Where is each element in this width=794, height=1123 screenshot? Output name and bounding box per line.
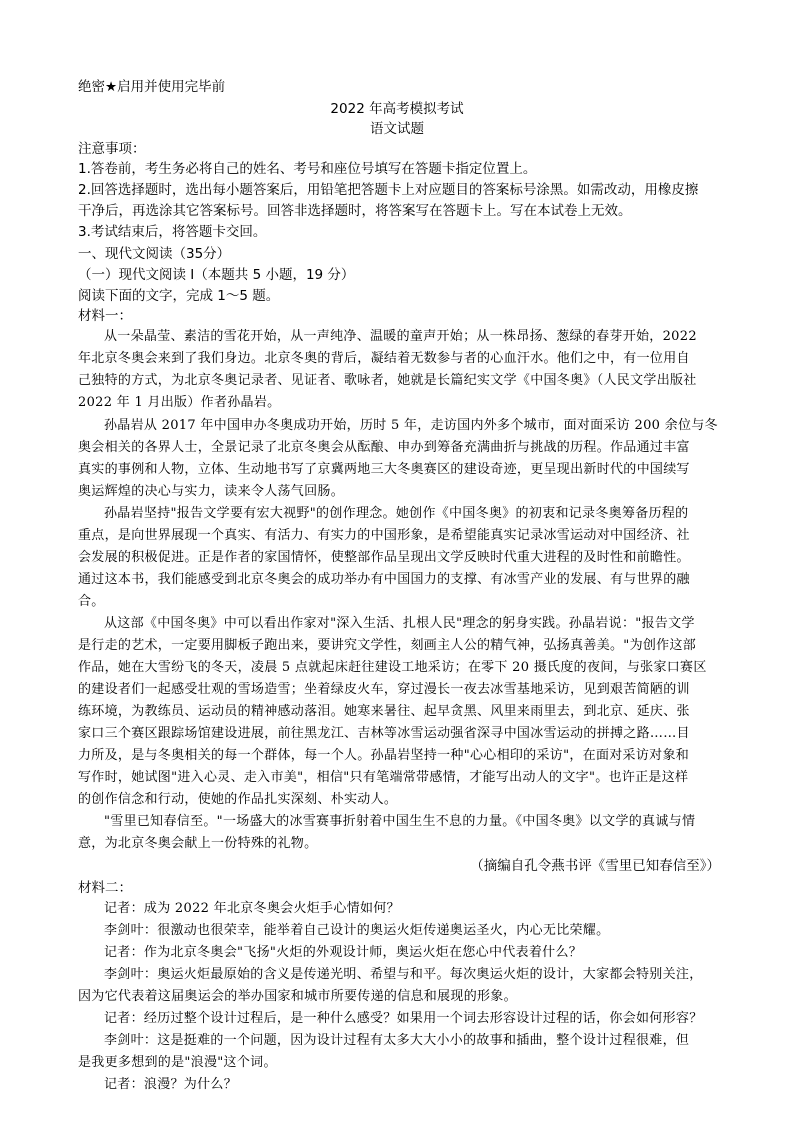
interview-line: 李剑叶：很激动也很荣幸，能举着自己设计的奥运火炬传递奥运圣火，内心无比荣耀。: [104, 923, 610, 938]
material1-line: 奥会相关的各界人士，全景记录了北京冬奥会从酝酿、申办到筹备充满曲折与挑战的历程。作品通过丰富: [78, 440, 690, 455]
section-part-one: 一、现代文阅读（35分）: [78, 246, 231, 262]
notes-item: 干净后，再选涂其它答案标号。回答非选择题时，将答案写在答题卡上。写在本试卷上无效。: [78, 203, 632, 219]
interview-line: 记者：作为北京冬奥会"飞扬"火炬的外观设计师，奥运火炬在您心中代表着什么？: [104, 945, 583, 960]
material1-label: 材料一：: [78, 308, 132, 324]
interview-line: 记者：经历过整个设计过程后，是一种什么感受？如果用一个词去形容设计过程的话，你会如何形容？: [104, 1011, 703, 1026]
material1-line: 2022 年 1 月出版）作者孙晶岩。: [78, 395, 281, 410]
material1-line: 年北京冬奥会来到了我们身边。北京冬奥的背后，凝结着无数参与者的心血汗水。他们之中，有一位用自: [78, 351, 690, 366]
exam-title: 2022 年高考模拟考试: [330, 101, 464, 117]
material1-line: 写作时，她试图"进入心灵、走入市美"，相信"只有笔端常带感情，才能写出动人的文字"。也许正是这样: [78, 770, 689, 785]
material1-line: 从一朵晶莹、素洁的雪花开始，从一声纯净、温暖的童声开始；从一株昂扬、葱绿的春芽开始，2022: [104, 329, 697, 344]
material1-line: 力所及，是与冬奥相关的每一个群体，每一个人。孙晶岩坚持一种"心心相印的采访"，在面对采访对象和: [78, 748, 690, 763]
material1-line: 是行走的艺术，一定要用脚板子跑出来，要讲究文学性，刻画主人公的精气神，弘扬真善美。"为创作这部: [78, 638, 697, 653]
material1-line: 家口三个赛区跟踪场馆建设进展，前往黑龙江、吉林等冰雪运动强省深寻中国冰雪运动的拼搏之路……目: [78, 726, 690, 741]
interview-line: 是我更多想到的是"浪漫"这个词。: [78, 1055, 277, 1070]
material1-line: 孙晶岩坚持"报告文学要有宏大视野"的创作理念。她创作《中国冬奥》的初衷和记录冬奥筹备历程的: [104, 506, 689, 521]
notes-item: 3.考试结束后，将答题卡交回。: [78, 224, 267, 240]
material1-line: 的建设者们一起感受壮观的雪场造雪；坐着绿皮火车，穿过漫长一夜去冰雪基地采访，见到艰苦简陋的训: [78, 682, 690, 697]
section-sub-one: （一）现代文阅读 I（本题共 5 小题，19 分）: [78, 267, 355, 283]
interview-line: 因为它代表着这届奥运会的举办国家和城市所要传递的信息和展现的形象。: [78, 989, 517, 1004]
notes-item: 1.答卷前，考生务必将自己的姓名、考号和座位号填写在答题卡指定位置上。: [78, 161, 537, 177]
interview-line: 记者：成为 2022 年北京冬奥会火炬手心情如何？: [104, 901, 400, 916]
material1-line: 意，为北京冬奥会献上一份特殊的礼物。: [78, 836, 318, 851]
interview-line: 李剑叶：奥运火炬最原始的含义是传递光明、希望与和平。每次奥运火炬的设计，大家都会特别关注，: [104, 967, 703, 982]
material1-source: （摘编自孔令燕书评《雪里已知春信至》）: [470, 858, 720, 874]
material1-line: 从这部《中国冬奥》中可以看出作家对"深入生活、扎根人民"理念的躬身实践。孙晶岩说："报告文学: [104, 616, 695, 631]
material2-label: 材料二：: [78, 880, 132, 896]
section-instruction: 阅读下面的文字，完成 1～5 题。: [78, 288, 280, 304]
secret-mark: 绝密★启用并使用完毕前: [78, 79, 226, 95]
material1-line: 练环境，为教练员、运动员的精神感动落泪。她寒来暑往、起早贪黑、风里来雨里去，到北京、延庆、张: [78, 704, 690, 719]
material1-line: 作品，她在大雪纷飞的冬天，凌晨 5 点就起床赶往建设工地采访；在零下 20 摄氏度的夜间，与张家口赛区: [78, 660, 707, 675]
subject-title: 语文试题: [370, 121, 424, 137]
material1-line: "雪里已知春信至。"一场盛大的冰雪赛事折射着中国生生不息的力量。《中国冬奥》以文学的真诚与情: [104, 814, 696, 829]
material1-line: 己独特的方式，为北京冬奥记录者、见证者、歌咏者，她就是长篇纪实文学《中国冬奥》（人民文学出版社: [78, 373, 697, 388]
material1-line: 重点，是向世界展现一个真实、有活力、有实力的中国形象，是希望能真实记录冰雪运动对中国经济、社: [78, 528, 690, 543]
material1-line: 奥运辉煌的决心与实力，读来令人荡气回肠。: [78, 484, 345, 499]
material1-line: 孙晶岩从 2017 年中国申办冬奥成功开始，历时 5 年，走访国内外多个城市，面对面采访 200 余位与冬: [104, 418, 718, 433]
material1-line: 会发展的积极促进。正是作者的家国情怀，使整部作品呈现出文学反映时代重大进程的及时性和前瞻性。: [78, 550, 690, 565]
notes-heading: 注意事项：: [78, 141, 146, 157]
interview-line: 李剑叶：这是挺难的一个问题，因为设计过程有太多大大小小的故事和插曲，整个设计过程很难，但: [104, 1033, 690, 1048]
material1-line: 的创作信念和行动，使她的作品扎实深刻、朴实动人。: [78, 792, 398, 807]
material1-line: 合。: [78, 594, 105, 609]
notes-item: 2.回答选择题时，选出每小题答案后，用铅笔把答题卡上对应题目的答案标号涂黑。如需改动，用橡皮擦: [78, 182, 699, 198]
material1-line: 真实的事例和人物，立体、生动地书写了京冀两地三大冬奥赛区的建设奇迹，更呈现出新时代的中国续写: [78, 462, 690, 477]
material1-line: 通过这本书，我们能感受到北京冬奥会的成功举办有中国国力的支撑、有冰雪产业的发展、有与世界的融: [78, 572, 690, 587]
interview-line: 记者：浪漫？为什么？: [104, 1077, 238, 1092]
